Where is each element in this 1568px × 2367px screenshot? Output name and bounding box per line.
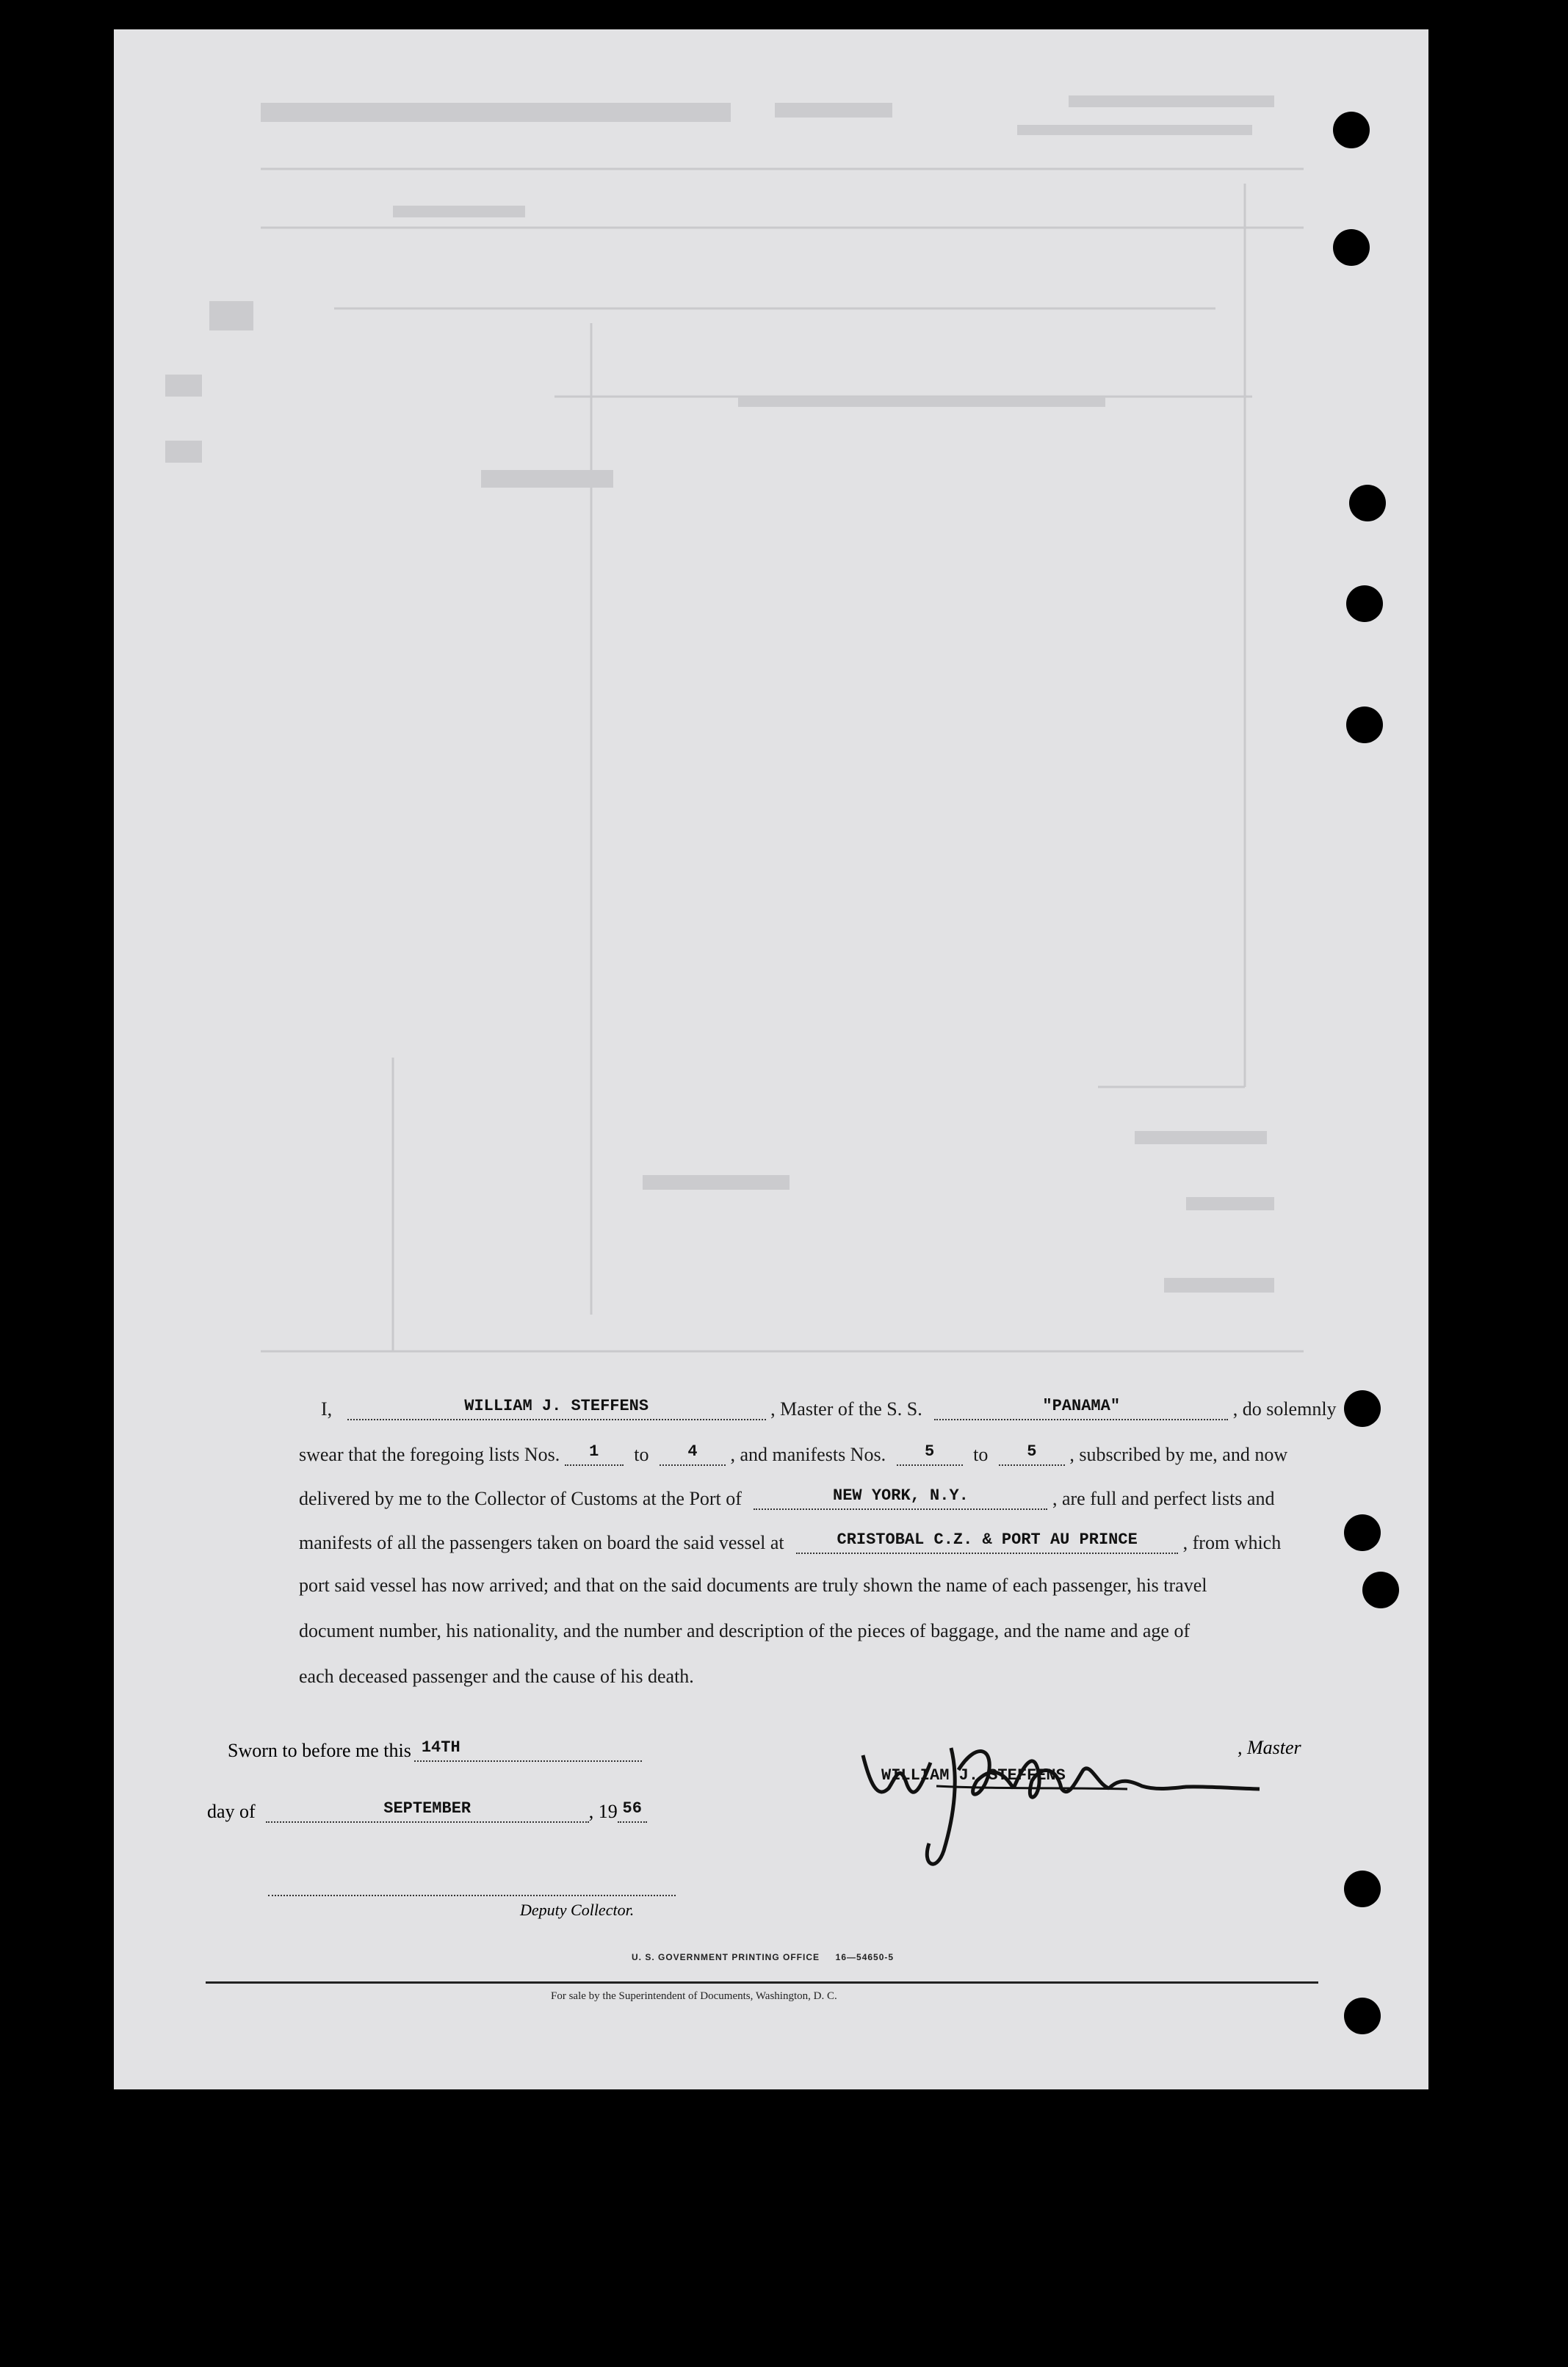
punch-hole [1333, 112, 1370, 148]
punch-hole [1362, 1572, 1399, 1608]
day-of-text: day of [207, 1801, 256, 1822]
year-field: 56 [618, 1798, 647, 1823]
oath-text: port said vessel has now arrived; and that on the said documents are truly shown the name of each passenger, his travel [299, 1575, 1207, 1596]
month-field: SEPTEMBER [266, 1798, 589, 1823]
punch-hole [1346, 707, 1383, 743]
oath-i: I, [321, 1398, 333, 1420]
vessel-name-field: "PANAMA" [934, 1395, 1228, 1420]
origin-port-field: CRISTOBAL C.Z. & PORT AU PRINCE [796, 1529, 1178, 1554]
oath-text: , from which [1182, 1532, 1282, 1553]
oath-text: manifests of all the passengers taken on board the said vessel at [299, 1532, 784, 1553]
manifest-from-field: 5 [897, 1441, 963, 1466]
sworn-line [228, 1737, 642, 1762]
punch-hole [1349, 485, 1386, 521]
day-field: 14TH [414, 1737, 642, 1762]
oath-text: to [973, 1444, 989, 1465]
printing-office-note: U. S. GOVERNMENT PRINTING OFFICE 16—54650-5 [632, 1952, 895, 1962]
punch-hole [1344, 1514, 1381, 1551]
master-name-field: WILLIAM J. STEFFENS [347, 1395, 766, 1420]
master-label-text: , Master [1238, 1737, 1301, 1758]
list-to-field: 4 [660, 1441, 726, 1466]
sworn-text: Sworn to before me this [228, 1740, 411, 1761]
list-from-field: 1 [565, 1441, 624, 1466]
deputy-collector-label: Deputy Collector. [520, 1901, 635, 1919]
manifest-to-field: 5 [999, 1441, 1065, 1466]
oath-text: , Master of the S. S. [770, 1398, 922, 1420]
oath-text: to [634, 1444, 649, 1465]
oath-text: each deceased passenger and the cause of his death. [299, 1666, 694, 1687]
oath-text: , are full and perfect lists and [1052, 1488, 1275, 1509]
oath-text: , do solemnly [1232, 1398, 1337, 1420]
footer-rule [206, 1981, 1318, 1984]
for-sale-note: For sale by the Superintendent of Documents, Washington, D. C. [551, 1990, 837, 2002]
punch-hole [1344, 1998, 1381, 2034]
punch-hole [1344, 1390, 1381, 1427]
oath-text: , subscribed by me, and now [1069, 1444, 1288, 1465]
document-page [114, 29, 1428, 2089]
oath-text: , and manifests Nos. [730, 1444, 886, 1465]
oath-text: delivered by me to the Collector of Customs at the Port of [299, 1488, 742, 1509]
port-field: NEW YORK, N.Y. [754, 1485, 1047, 1510]
punch-hole [1346, 585, 1383, 622]
typed-master-name: WILLIAM J. STEFFENS [881, 1766, 1066, 1785]
oath-text: document number, his nationality, and the number and description of the pieces of baggage, and the name and age of [299, 1620, 1191, 1641]
oath-text: swear that the foregoing lists Nos. [299, 1444, 560, 1465]
day-of-line [207, 1798, 647, 1823]
master-label [1238, 1737, 1301, 1759]
punch-hole [1333, 229, 1370, 266]
year-prefix: , 19 [588, 1801, 618, 1822]
deputy-signature-line [268, 1887, 676, 1896]
